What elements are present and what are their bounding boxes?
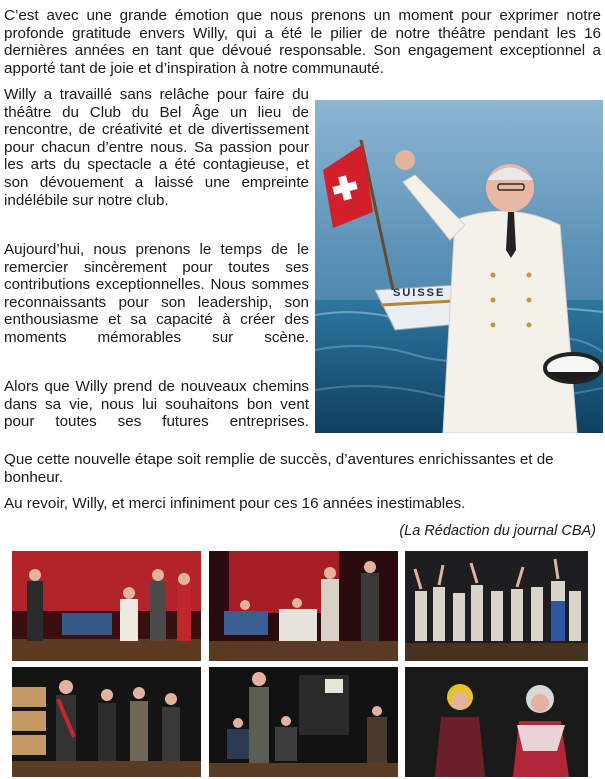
gallery-photo-1 bbox=[12, 551, 201, 661]
stage-scene-1 bbox=[12, 551, 201, 661]
signature: (La Rédaction du journal CBA) bbox=[399, 523, 596, 539]
main-photo-captain bbox=[315, 100, 603, 433]
stage-scene-2 bbox=[209, 551, 398, 661]
stage-scene-6 bbox=[405, 667, 588, 777]
intro-paragraph: C’est avec une grande émotion que nous prenons un moment pour exprimer notre profonde gratitude envers Willy, qui a été le pilier de notre théâtre pendant les 16 dernières années en tant que dévoué responsable. Son engagement exceptionnel a apporté tant de joie et d’inspiration à notre communauté. bbox=[4, 7, 601, 77]
gallery-photo-2 bbox=[209, 551, 398, 661]
gallery-photo-6 bbox=[405, 667, 588, 777]
boat-name-text: SUISSE bbox=[393, 287, 446, 299]
paragraph-future: Alors que Willy prend de nouveaux chemins dans sa vie, nous lui souhaitons bon vent pour toutes ses futures entreprises. bbox=[4, 378, 309, 431]
stage-scene-3 bbox=[405, 551, 588, 661]
paragraph-wish: Que cette nouvelle étape soit remplie de succès, d’aventures enrichissantes et de bonheur. bbox=[4, 451, 554, 486]
gallery-photo-5 bbox=[209, 667, 398, 777]
paragraph-goodbye: Au revoir, Willy, et merci infiniment pour ces 16 années inestimables. bbox=[4, 495, 466, 512]
gallery-photo-3 bbox=[405, 551, 588, 661]
stage-scene-5 bbox=[209, 667, 398, 777]
paragraph-willy-work: Willy a travaillé sans relâche pour faire du théâtre du Club du Bel Âge un lieu de rencontre, de créativité et de divertissement pour chacun d’entre nous. Sa passion pour les arts du spectacle a été contagieuse, et son dévouement a laissé une empreinte indélébile sur notre club. bbox=[4, 86, 309, 209]
gallery-photo-4 bbox=[12, 667, 201, 777]
captain-illustration bbox=[315, 100, 603, 433]
paragraph-thanks: Aujourd’hui, nous prenons le temps de le remercier sincèrement pour toutes ses contributions exceptionnelles. Nous sommes reconnaissants pour son leadership, son enthousiasme et sa capacité à créer des moments mémorables sur scène. bbox=[4, 241, 309, 346]
stage-scene-4 bbox=[12, 667, 201, 777]
